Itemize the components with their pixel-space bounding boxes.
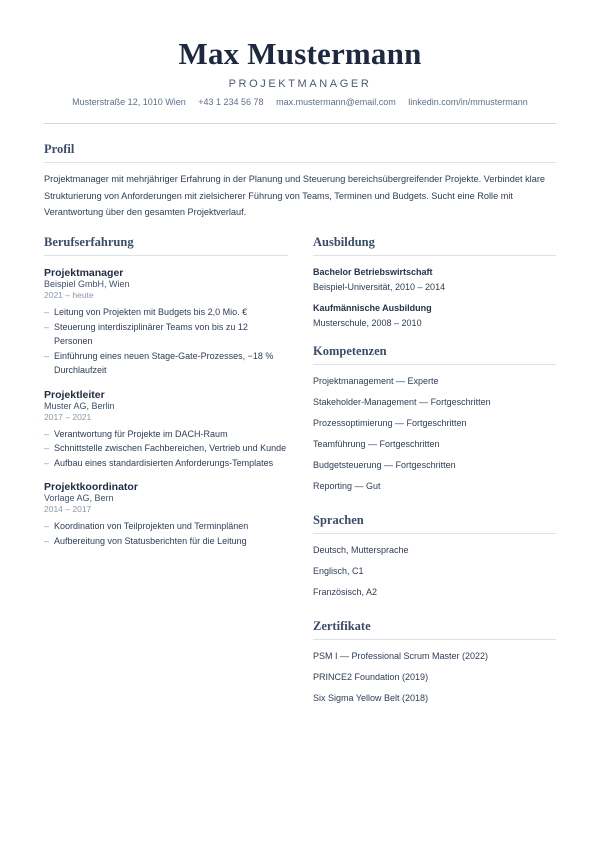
- job-entry: [44, 389, 288, 471]
- job-bullet: – Aufbau eines standardisierten Anforderungs-Templates: [44, 456, 288, 471]
- job-bullet: – Aufbereitung von Statusberichten für die Leitung: [44, 534, 288, 549]
- skill-item: Prozessoptimierung — Fortgeschritten: [313, 418, 467, 428]
- education-title: Bachelor Betriebswirtschaft: [313, 267, 433, 277]
- job-company: Vorlage AG, Bern: [44, 493, 114, 503]
- skills-list: [313, 371, 556, 497]
- language-item: Deutsch, Muttersprache: [313, 545, 409, 555]
- education-detail: Musterschule, 2008 – 2010: [313, 318, 422, 328]
- languages-heading: Sprachen: [313, 513, 556, 534]
- job-date: 2017 – 2021: [44, 411, 92, 422]
- job-bullets: [44, 427, 288, 471]
- job-entry: [44, 481, 288, 548]
- skills-section: [313, 344, 556, 497]
- job-bullet: – Verantwortung für Projekte im DACH-Raum: [44, 427, 288, 442]
- certificate-item: PSM I — Professional Scrum Master (2022): [313, 651, 489, 661]
- contact-line: [0, 97, 600, 107]
- profile-section: [44, 142, 556, 221]
- header-divider: [44, 123, 556, 124]
- contact-phone: +43 1 234 56 78: [198, 97, 264, 107]
- contact-linkedin[interactable]: linkedin.com/in/mmustermann: [408, 97, 528, 107]
- skill-item: Budgetsteuerung — Fortgeschritten: [313, 460, 456, 470]
- job-company: Beispiel GmbH, Wien: [44, 279, 130, 289]
- resume-name: Max Mustermann: [178, 36, 422, 71]
- experience-heading: Berufserfahrung: [44, 235, 288, 256]
- contact-email[interactable]: max.mustermann@email.com: [276, 97, 396, 107]
- language-item: Englisch, C1: [313, 566, 364, 576]
- skill-item: Projektmanagement — Experte: [313, 376, 439, 386]
- languages-list: [313, 540, 556, 603]
- certificates-heading: Zertifikate: [313, 619, 556, 640]
- skill-item: Stakeholder-Management — Fortgeschritten: [313, 397, 491, 407]
- job-company: Muster AG, Berlin: [44, 400, 115, 411]
- job-bullets: [44, 305, 288, 378]
- skill-item: Reporting — Gut: [313, 481, 381, 491]
- job-bullet: – Steuerung interdisziplinärer Teams von bis zu 12 Personen: [44, 320, 288, 349]
- job-bullet: – Leitung von Projekten mit Budgets bis 2,0 Mio. €: [44, 305, 288, 320]
- job-bullet: – Einführung eines neuen Stage-Gate-Prozesses, −18 % Durchlaufzeit: [44, 349, 288, 378]
- skills-heading: Kompetenzen: [313, 344, 556, 365]
- experience-section: [44, 235, 288, 548]
- certificate-item: PRINCE2 Foundation (2019): [313, 672, 429, 682]
- education-title: Kaufmännische Ausbildung: [313, 303, 432, 313]
- job-bullets: [44, 519, 288, 548]
- job-date: 2014 – 2017: [44, 504, 92, 514]
- profile-text: Projektmanager mit mehrjähriger Erfahrung in der Planung und Steuerung bereichsübergreifender Projekte. Verbindet klare Strukturierung von Anforderungen mit zielsicherer Führung von Teams, Terminen und Budgets. Sucht eine Rolle mit Verantwortung über den gesamten Projektverlauf.: [44, 174, 546, 217]
- certificates-section: [313, 619, 556, 709]
- job-bullet: – Koordination von Teilprojekten und Terminplänen: [44, 519, 288, 534]
- contact-address: Musterstraße 12, 1010 Wien: [72, 97, 186, 107]
- certificates-list: [313, 646, 556, 709]
- job-title: Projektleiter: [44, 388, 105, 401]
- right-column: [313, 235, 556, 709]
- languages-section: [313, 513, 556, 603]
- job-title: Projektkoordinator: [44, 481, 138, 493]
- education-heading: Ausbildung: [313, 235, 556, 256]
- skill-item: Teamführung — Fortgeschritten: [313, 439, 440, 449]
- certificate-item: Six Sigma Yellow Belt (2018): [313, 693, 429, 703]
- job-bullet: – Schnittstelle zwischen Fachbereichen, Vertrieb und Kunde: [44, 441, 288, 456]
- language-item: Französisch, A2: [313, 587, 378, 597]
- education-section: [313, 235, 556, 328]
- job-title-subtitle: PROJEKTMANAGER: [228, 78, 372, 90]
- job-date: 2021 – heute: [44, 290, 94, 300]
- education-detail: Beispiel-Universität, 2010 – 2014: [313, 282, 446, 292]
- job-title: Projektmanager: [44, 267, 124, 279]
- profile-heading: Profil: [44, 142, 556, 163]
- job-entry: [44, 267, 288, 378]
